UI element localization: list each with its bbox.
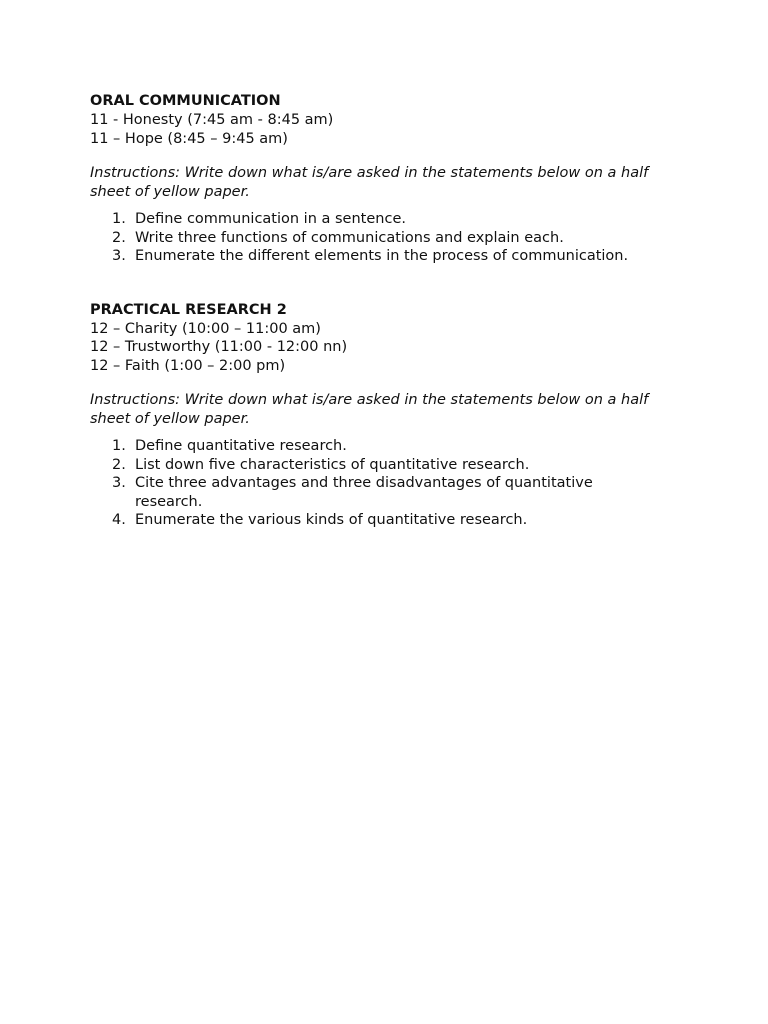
list-item-text: List down five characteristics of quantitative research. <box>135 456 530 473</box>
document-page <box>90 92 690 530</box>
list-item <box>112 247 690 266</box>
list-number: 1. <box>112 211 126 227</box>
section-title: ORAL COMMUNICATION <box>90 93 281 109</box>
list-number: 1. <box>112 438 126 454</box>
list-item <box>112 474 690 511</box>
list-item-text: Enumerate the various kinds of quantitative research. <box>135 512 528 528</box>
schedule-line: 12 – Trustworthy (11:00 - 12:00 nn) <box>90 339 348 355</box>
instructions-text: Instructions: Write down what is/are asked in the statements below on a half sheet of yellow paper. <box>90 392 649 427</box>
list-number: 3. <box>112 248 126 264</box>
schedule-line: 11 – Hope (8:45 – 9:45 am) <box>90 130 288 147</box>
list-item-text: Enumerate the different elements in the process of communication. <box>135 248 629 264</box>
practical-research-section <box>90 301 690 530</box>
schedule-line: 11 - Honesty (7:45 am - 8:45 am) <box>90 112 334 128</box>
list-number: 2. <box>112 456 126 473</box>
section-title: PRACTICAL RESEARCH 2 <box>90 301 287 318</box>
list-item <box>112 437 690 456</box>
list-item-text: Define communication in a sentence. <box>135 211 406 227</box>
list-number: 4. <box>112 512 126 528</box>
list-item <box>112 229 690 248</box>
list-item <box>112 456 690 475</box>
list-item-text: Define quantitative research. <box>135 438 347 454</box>
schedule-line: 12 – Charity (10:00 – 11:00 am) <box>90 320 321 337</box>
list-item-text: Cite three advantages and three disadvantages of quantitative research. <box>135 475 593 510</box>
list-number: 2. <box>112 229 126 246</box>
task-list <box>90 437 690 530</box>
list-number: 3. <box>112 475 126 491</box>
instructions-text: Instructions: Write down what is/are asked in the statements below on a half sheet of yellow paper. <box>90 165 649 200</box>
list-item <box>112 511 690 530</box>
list-item-text: Write three functions of communications and explain each. <box>135 229 564 246</box>
schedule-line: 12 – Faith (1:00 – 2:00 pm) <box>90 357 286 374</box>
task-list <box>90 210 690 266</box>
oral-communication-section <box>90 92 690 266</box>
list-item <box>112 210 690 229</box>
